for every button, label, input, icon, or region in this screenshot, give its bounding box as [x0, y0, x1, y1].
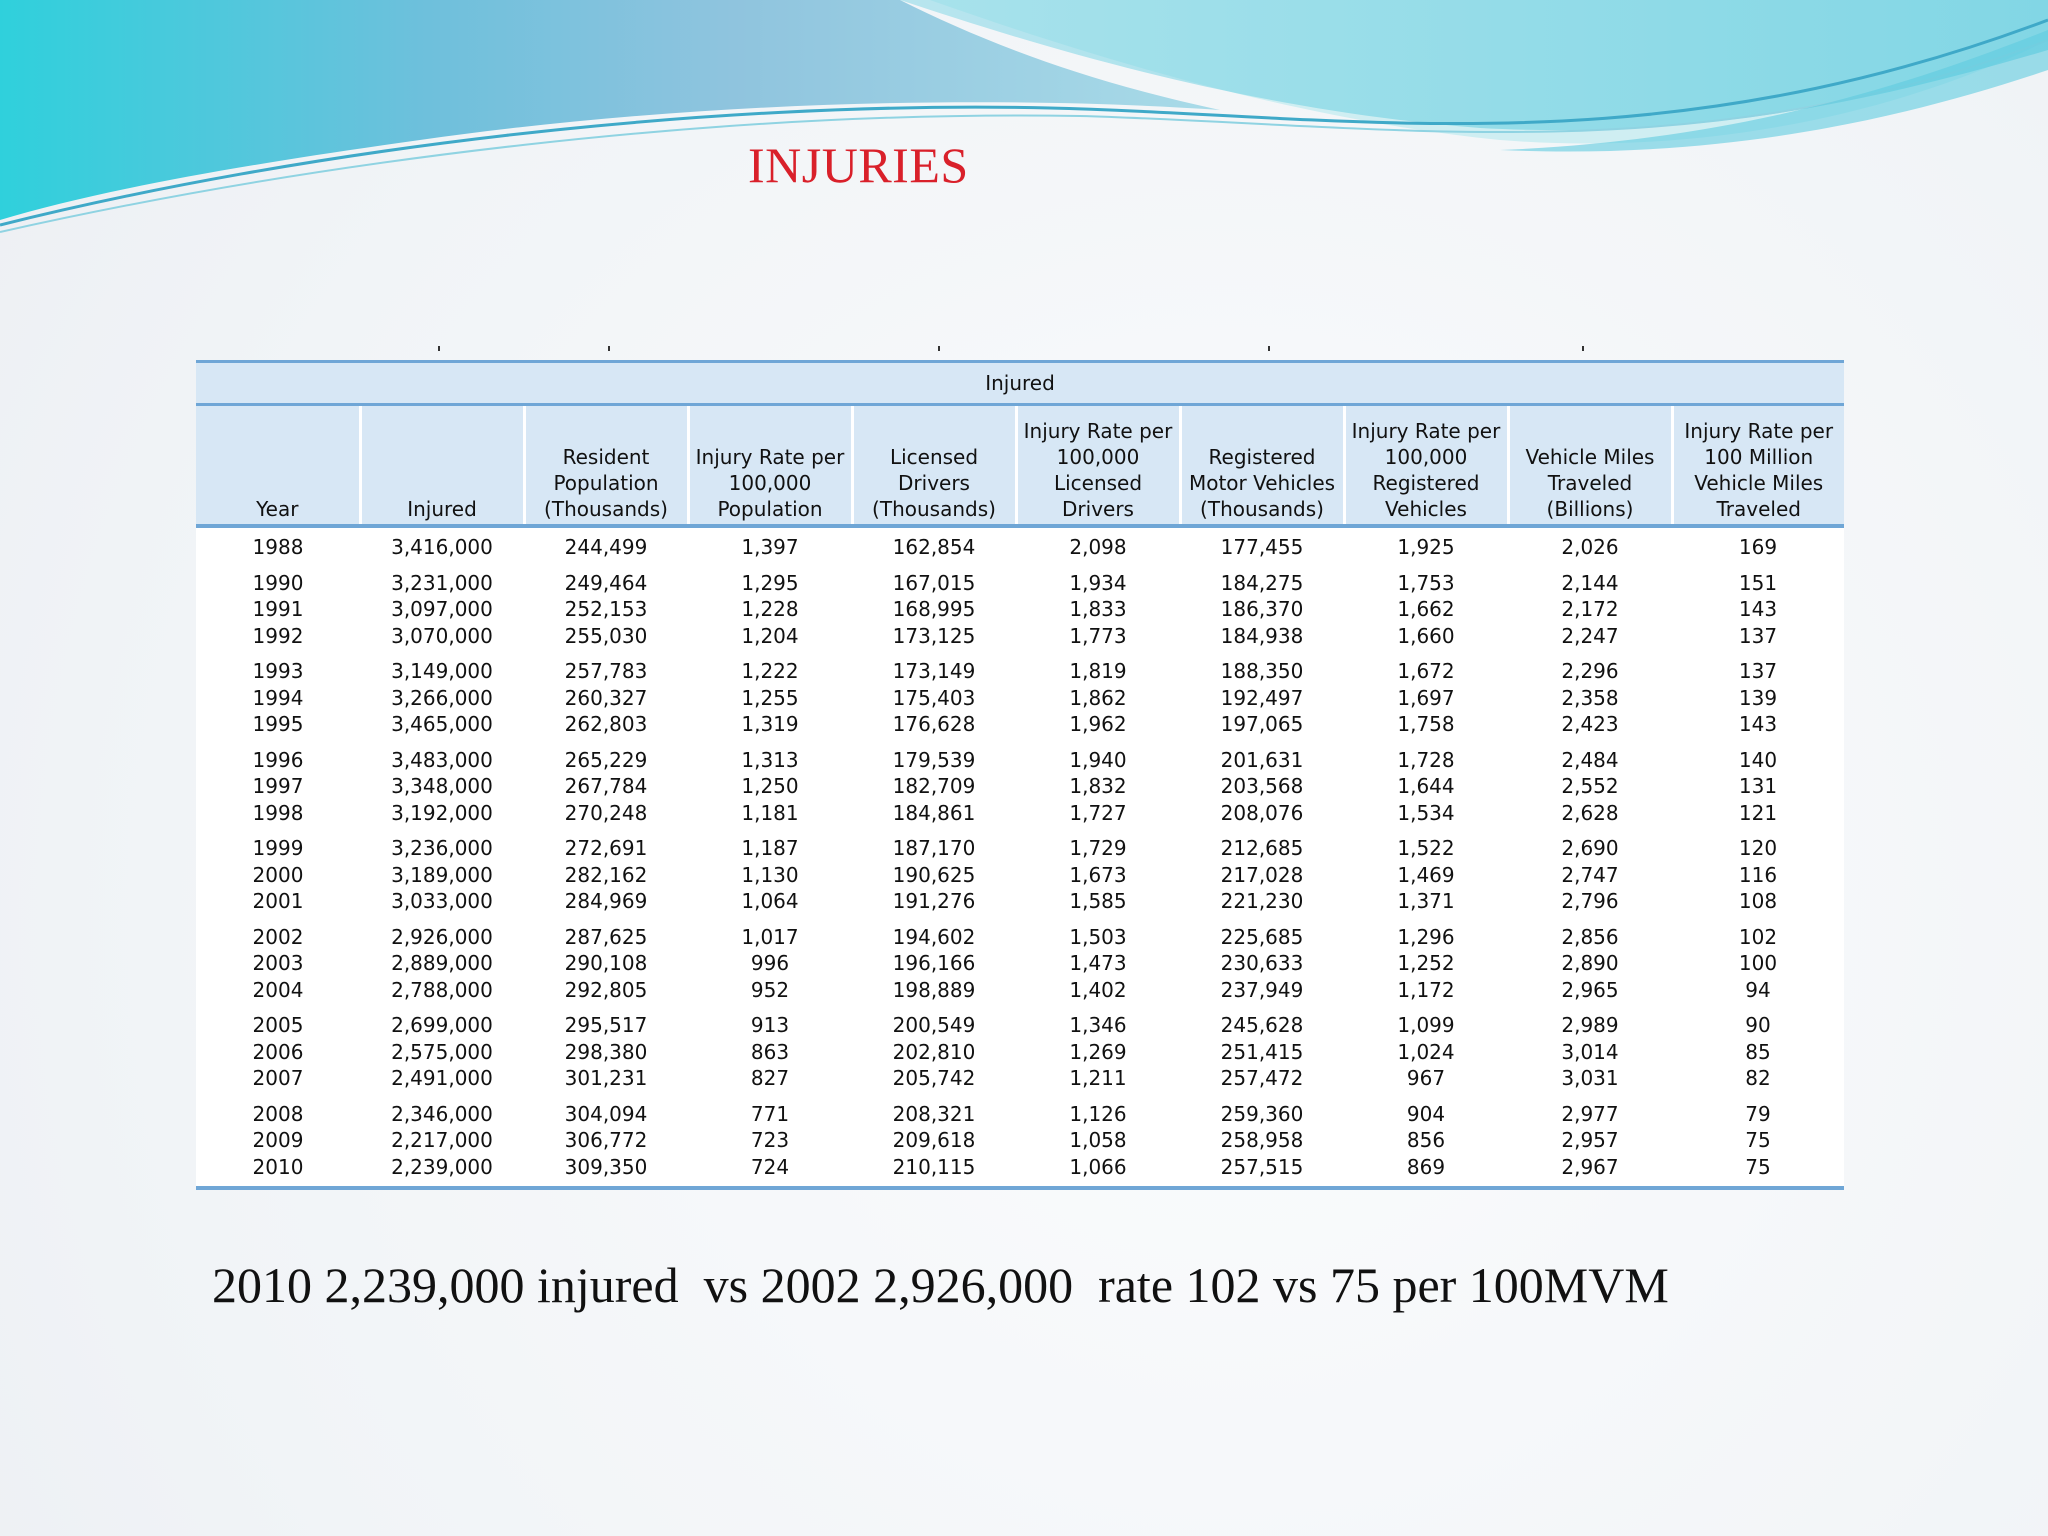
table-cell: 869 [1344, 1154, 1508, 1189]
table-cell: 217,028 [1220, 862, 1304, 887]
table-cell: 1,758 [1397, 712, 1455, 736]
table-row [196, 685, 1844, 712]
table-cell: 1,753 [1397, 570, 1455, 595]
table-cell: 1,255 [741, 685, 799, 710]
table-cell: 2006 [252, 1039, 304, 1064]
table-cell: 143 [1738, 597, 1778, 621]
table-cell: 306,772 [564, 1128, 648, 1152]
table-cell: 252,153 [564, 597, 648, 621]
table-cell: 856 [1406, 1128, 1446, 1152]
table-cell: 1,099 [1397, 1013, 1455, 1037]
table-cell: 3,189,000 [391, 862, 493, 887]
table-cell: 2010 [196, 1154, 360, 1189]
table-cell: 258,958 [1220, 1128, 1304, 1152]
table-cell: 75 [1745, 1128, 1771, 1152]
table-cell: 2008 [252, 1101, 304, 1126]
table-cell: 2,967 [1508, 1154, 1672, 1189]
table-cell: 90 [1745, 1013, 1771, 1037]
table-cell: 201,631 [1220, 747, 1304, 772]
table-cell: 309,350 [524, 1154, 688, 1189]
table-cell: 257,472 [1220, 1066, 1304, 1090]
table-row [196, 800, 1844, 827]
table-row [196, 1127, 1844, 1154]
table-cell: 251,415 [1220, 1039, 1304, 1064]
table-cell: 3,033,000 [391, 889, 493, 913]
table-cell: 1,728 [1397, 747, 1455, 772]
header-vehicle-miles: Vehicle Miles Traveled (Billions) [1508, 405, 1672, 527]
table-cell: 1,962 [1069, 712, 1127, 736]
table-cell: 1,697 [1397, 685, 1455, 710]
table-cell: 257,783 [564, 659, 648, 683]
table-cell: 194,602 [892, 924, 976, 949]
table-cell: 1,024 [1397, 1039, 1455, 1064]
table-cell: 1,925 [1397, 535, 1455, 559]
table-cell: 208,321 [892, 1101, 976, 1126]
table-cell: 265,229 [564, 747, 648, 772]
table-row [196, 826, 1844, 862]
table-cell: 191,276 [892, 889, 976, 913]
table-cell: 179,539 [892, 747, 976, 772]
table-cell: 202,810 [892, 1039, 976, 1064]
table-cell: 221,230 [1220, 889, 1304, 913]
table-row [196, 1065, 1844, 1092]
group-header-injured: Injured [196, 362, 1844, 405]
table-cell: 255,030 [564, 623, 648, 648]
table-cell: 1,319 [741, 712, 799, 736]
table-cell: 2,247 [1561, 623, 1619, 648]
table-cell: 1,126 [1069, 1101, 1127, 1126]
table-row [196, 596, 1844, 623]
table-cell: 102 [1738, 924, 1778, 949]
table-cell: 1997 [252, 774, 304, 798]
table-row [196, 950, 1844, 977]
table-cell: 2001 [252, 889, 304, 913]
table-cell: 724 [688, 1154, 852, 1189]
table-cell: 272,691 [564, 836, 648, 860]
table-cell: 137 [1738, 659, 1778, 683]
table-cell: 139 [1738, 685, 1778, 710]
table-row [196, 888, 1844, 915]
table-cell: 301,231 [564, 1066, 648, 1090]
table-cell: 192,497 [1220, 685, 1304, 710]
table-cell: 188,350 [1220, 659, 1304, 683]
table-cell: 952 [750, 977, 790, 1002]
table-cell: 1999 [252, 836, 304, 860]
table-cell: 197,065 [1220, 712, 1304, 736]
table-cell: 967 [1406, 1066, 1446, 1090]
table-cell: 2,296 [1561, 659, 1619, 683]
table-cell: 108 [1738, 889, 1778, 913]
injury-statistics-table [196, 360, 1844, 1190]
table-cell: 2,856 [1561, 924, 1619, 949]
table-cell: 2,026 [1561, 535, 1619, 559]
table-cell: 1,181 [741, 800, 799, 825]
table-cell: 1,130 [741, 862, 799, 887]
table-cell: 3,149,000 [391, 659, 493, 683]
table-cell: 1996 [252, 747, 304, 772]
table-cell: 2,423 [1561, 712, 1619, 736]
table-cell: 1,672 [1397, 659, 1455, 683]
table-cell: 120 [1738, 836, 1778, 860]
table-cell: 1,296 [1397, 924, 1455, 949]
table-cell: 2,575,000 [391, 1039, 493, 1064]
table-cell: 1,228 [741, 597, 799, 621]
table-cell: 2,965 [1561, 977, 1619, 1002]
tick-mark [608, 346, 610, 351]
table-cell: 1,017 [741, 924, 799, 949]
table-cell: 2,217,000 [391, 1128, 493, 1152]
table-cell: 131 [1738, 774, 1778, 798]
table-cell: 1,773 [1069, 623, 1127, 648]
table-cell: 1995 [252, 712, 304, 736]
table-cell: 3,192,000 [391, 800, 493, 825]
table-cell: 1994 [252, 685, 304, 710]
table-cell: 270,248 [564, 800, 648, 825]
table-cell: 200,549 [892, 1013, 976, 1037]
table-cell: 2,239,000 [360, 1154, 524, 1189]
table-cell: 1,371 [1397, 889, 1455, 913]
table-cell: 1,940 [1069, 747, 1127, 772]
table-cell: 3,483,000 [391, 747, 493, 772]
decorative-wave-banner [0, 0, 2048, 240]
table-cell: 2,172 [1561, 597, 1619, 621]
table-cell: 290,108 [564, 951, 648, 975]
header-registered-vehicles: Registered Motor Vehicles (Thousands) [1180, 405, 1344, 527]
table-cell: 827 [750, 1066, 790, 1090]
table-cell: 168,995 [892, 597, 976, 621]
injury-table-container [196, 356, 1844, 1190]
table-cell: 184,938 [1220, 623, 1304, 648]
table-cell: 2000 [252, 862, 304, 887]
table-cell: 3,416,000 [391, 535, 493, 559]
table-cell: 210,115 [852, 1154, 1016, 1189]
table-row [196, 773, 1844, 800]
header-resident-population: Resident Population (Thousands) [524, 405, 688, 527]
table-cell: 1998 [252, 800, 304, 825]
table-cell: 1,269 [1069, 1039, 1127, 1064]
table-cell: 85 [1745, 1039, 1771, 1064]
table-cell: 2,788,000 [391, 977, 493, 1002]
table-cell: 1,832 [1069, 774, 1127, 798]
table-cell: 208,076 [1220, 800, 1304, 825]
table-cell: 2003 [252, 951, 304, 975]
table-cell: 1,066 [1016, 1154, 1180, 1189]
table-cell: 2009 [252, 1128, 304, 1152]
table-cell: 1,503 [1069, 924, 1127, 949]
column-header-row [196, 405, 1844, 527]
table-cell: 2,890 [1561, 951, 1619, 975]
table-cell: 1991 [252, 597, 304, 621]
table-cell: 187,170 [892, 836, 976, 860]
table-cell: 151 [1738, 570, 1778, 595]
table-cell: 996 [750, 951, 790, 975]
header-licensed-drivers: Licensed Drivers (Thousands) [852, 405, 1016, 527]
table-cell: 205,742 [892, 1066, 976, 1090]
table-cell: 2005 [252, 1013, 304, 1037]
table-cell: 287,625 [564, 924, 648, 949]
table-cell: 723 [750, 1128, 790, 1152]
header-injury-rate-population: Injury Rate per 100,000 Population [688, 405, 852, 527]
table-cell: 2007 [252, 1066, 304, 1090]
table-cell: 173,125 [892, 623, 976, 648]
table-cell: 1,660 [1397, 623, 1455, 648]
table-cell: 267,784 [564, 774, 648, 798]
table-cell: 2,957 [1561, 1128, 1619, 1152]
table-row [196, 977, 1844, 1004]
table-cell: 182,709 [892, 774, 976, 798]
table-cell: 282,162 [564, 862, 648, 887]
table-cell: 2,484 [1561, 747, 1619, 772]
header-injury-rate-vehicles: Injury Rate per 100,000 Registered Vehicles [1344, 405, 1508, 527]
table-cell: 3,014 [1561, 1039, 1619, 1064]
table-cell: 1988 [252, 535, 304, 559]
table-cell: 100 [1738, 951, 1778, 975]
table-cell: 2,796 [1561, 889, 1619, 913]
table-cell: 913 [750, 1013, 790, 1037]
table-cell: 196,166 [892, 951, 976, 975]
table-cell: 162,854 [892, 535, 976, 559]
table-cell: 863 [750, 1039, 790, 1064]
table-cell: 249,464 [564, 570, 648, 595]
table-cell: 2,747 [1561, 862, 1619, 887]
table-cell: 175,403 [892, 685, 976, 710]
tick-mark [938, 346, 940, 351]
table-cell: 1,252 [1397, 951, 1455, 975]
table-cell: 262,803 [564, 712, 648, 736]
table-cell: 94 [1745, 977, 1771, 1002]
table-cell: 1,397 [741, 535, 799, 559]
table-cell: 190,625 [892, 862, 976, 887]
column-tick-marks [196, 356, 1844, 360]
table-cell: 3,031 [1561, 1066, 1619, 1090]
table-cell: 1,346 [1069, 1013, 1127, 1037]
table-cell: 1,585 [1069, 889, 1127, 913]
table-cell: 2,346,000 [391, 1101, 493, 1126]
table-cell: 298,380 [564, 1039, 648, 1064]
table-cell: 121 [1738, 800, 1778, 825]
table-cell: 1,862 [1069, 685, 1127, 710]
table-cell: 176,628 [892, 712, 976, 736]
table-cell: 1,673 [1069, 862, 1127, 887]
tick-mark [1268, 346, 1270, 351]
table-cell: 1,064 [741, 889, 799, 913]
table-row [196, 738, 1844, 774]
table-row [196, 1154, 1844, 1189]
table-cell: 1,934 [1069, 570, 1127, 595]
table-cell: 2,699,000 [391, 1013, 493, 1037]
table-row [196, 915, 1844, 951]
table-cell: 203,568 [1220, 774, 1304, 798]
table-cell: 237,949 [1220, 977, 1304, 1002]
table-row [196, 711, 1844, 738]
table-cell: 1,222 [741, 659, 799, 683]
table-cell: 116 [1738, 862, 1778, 887]
table-cell: 3,097,000 [391, 597, 493, 621]
table-cell: 904 [1406, 1101, 1446, 1126]
table-cell: 1993 [252, 659, 304, 683]
table-cell: 1,644 [1397, 774, 1455, 798]
table-cell: 2,889,000 [391, 951, 493, 975]
table-cell: 295,517 [564, 1013, 648, 1037]
table-row [196, 561, 1844, 597]
table-cell: 140 [1738, 747, 1778, 772]
table-cell: 2,144 [1561, 570, 1619, 595]
table-cell: 1,469 [1397, 862, 1455, 887]
table-cell: 1,819 [1069, 659, 1127, 683]
table-cell: 1992 [252, 623, 304, 648]
table-cell: 167,015 [892, 570, 976, 595]
table-cell: 173,149 [892, 659, 976, 683]
table-cell: 3,348,000 [391, 774, 493, 798]
table-cell: 143 [1738, 712, 1778, 736]
table-cell: 292,805 [564, 977, 648, 1002]
table-cell: 230,633 [1220, 951, 1304, 975]
table-cell: 184,275 [1220, 570, 1304, 595]
table-row [196, 526, 1844, 561]
table-cell: 198,889 [892, 977, 976, 1002]
table-cell: 2004 [252, 977, 304, 1002]
table-cell: 1,662 [1397, 597, 1455, 621]
table-cell: 2,690 [1561, 836, 1619, 860]
table-cell: 1,295 [741, 570, 799, 595]
table-cell: 1,473 [1069, 951, 1127, 975]
table-cell: 79 [1745, 1101, 1771, 1126]
table-row [196, 862, 1844, 889]
header-injured: Injured [360, 405, 524, 527]
table-cell: 2,628 [1561, 800, 1619, 825]
summary-note: 2010 2,239,000 injured vs 2002 2,926,000 rate 102 vs 75 per 100MVM [212, 1257, 1669, 1313]
table-cell: 3,266,000 [391, 685, 493, 710]
table-cell: 3,465,000 [391, 712, 493, 736]
table-cell: 1,833 [1069, 597, 1127, 621]
table-cell: 1,187 [741, 836, 799, 860]
table-cell: 771 [750, 1101, 790, 1126]
slide-title: INJURIES [748, 137, 969, 193]
table-cell: 169 [1738, 535, 1778, 559]
tick-mark [1582, 346, 1584, 351]
table-cell: 244,499 [564, 535, 648, 559]
table-cell: 75 [1672, 1154, 1844, 1189]
table-cell: 3,070,000 [391, 623, 493, 648]
table-cell: 2,926,000 [391, 924, 493, 949]
table-cell: 257,515 [1180, 1154, 1344, 1189]
table-row [196, 649, 1844, 685]
table-cell: 1,204 [741, 623, 799, 648]
table-row [196, 1092, 1844, 1128]
table-cell: 177,455 [1220, 535, 1304, 559]
table-cell: 1,729 [1069, 836, 1127, 860]
table-cell: 1,522 [1397, 836, 1455, 860]
table-cell: 1,211 [1069, 1066, 1127, 1090]
table-cell: 259,360 [1220, 1101, 1304, 1126]
table-cell: 2,989 [1561, 1013, 1619, 1037]
table-cell: 284,969 [564, 889, 648, 913]
table-cell: 2002 [252, 924, 304, 949]
table-body [196, 526, 1844, 1188]
table-cell: 212,685 [1220, 836, 1304, 860]
table-cell: 260,327 [564, 685, 648, 710]
header-year: Year [196, 405, 360, 527]
table-row [196, 623, 1844, 650]
tick-mark [438, 346, 440, 351]
table-cell: 209,618 [892, 1128, 976, 1152]
table-cell: 3,236,000 [391, 836, 493, 860]
header-injury-rate-vmt: Injury Rate per 100 Million Vehicle Miles Traveled [1672, 405, 1844, 527]
table-cell: 1,727 [1069, 800, 1127, 825]
table-cell: 184,861 [892, 800, 976, 825]
table-cell: 1,172 [1397, 977, 1455, 1002]
table-cell: 1,313 [741, 747, 799, 772]
table-cell: 2,098 [1069, 535, 1127, 559]
table-cell: 1,058 [1069, 1128, 1127, 1152]
table-cell: 245,628 [1220, 1013, 1304, 1037]
table-cell: 1,402 [1069, 977, 1127, 1002]
table-cell: 186,370 [1220, 597, 1304, 621]
table-cell: 2,358 [1561, 685, 1619, 710]
table-row [196, 1039, 1844, 1066]
table-row [196, 1003, 1844, 1039]
table-cell: 1,534 [1397, 800, 1455, 825]
table-cell: 2,552 [1561, 774, 1619, 798]
table-cell: 1,250 [741, 774, 799, 798]
table-cell: 225,685 [1220, 924, 1304, 949]
header-injury-rate-drivers: Injury Rate per 100,000 Licensed Drivers [1016, 405, 1180, 527]
table-cell: 304,094 [564, 1101, 648, 1126]
table-cell: 2,977 [1561, 1101, 1619, 1126]
table-cell: 3,231,000 [391, 570, 493, 595]
table-cell: 137 [1738, 623, 1778, 648]
table-cell: 82 [1745, 1066, 1771, 1090]
table-cell: 1990 [252, 570, 304, 595]
table-cell: 2,491,000 [391, 1066, 493, 1090]
